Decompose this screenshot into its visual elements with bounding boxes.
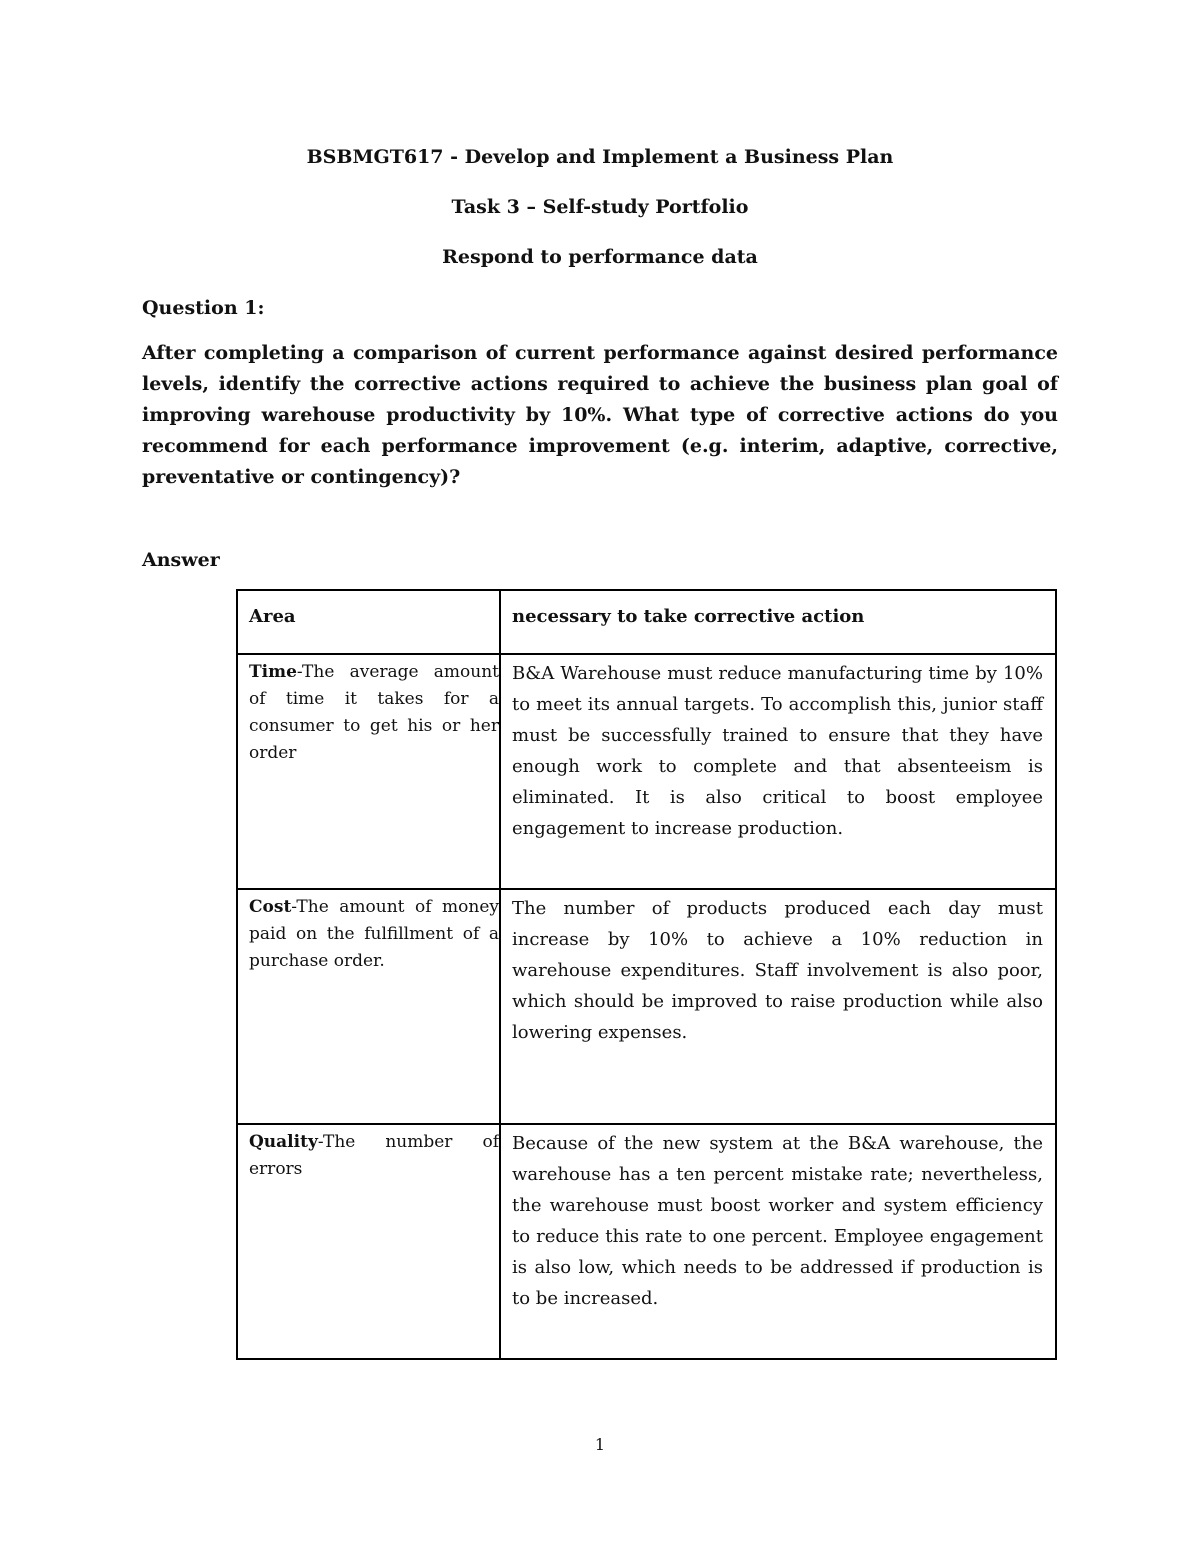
area-name: Quality [249, 1132, 318, 1152]
table-row [237, 889, 1056, 1124]
answer-table [236, 589, 1057, 1360]
area-description: -The amount of money paid on the fulfillment of a purchase order. [249, 897, 499, 971]
table-row [237, 1124, 1056, 1359]
area-cell-quality [237, 1124, 500, 1359]
table-header-row [237, 590, 1056, 654]
area-description: -The average amount of time it takes for a consumer to get his or her order [249, 662, 499, 763]
area-name: Cost [249, 897, 292, 917]
document-title: BSBMGT617 - Develop and Implement a Business Plan [306, 146, 894, 168]
action-cell-quality: Because of the new system at the B&A warehouse, the warehouse has a ten percent mistake rate; nevertheless, the warehouse must boost worker and system efficiency to reduce this rate to one percent. Employee engagement is also low, which needs to be addressed if production is to be increased. [500, 1124, 1056, 1359]
action-cell-time: B&A Warehouse must reduce manufacturing time by 10% to meet its annual targets. To accomplish this, junior staff must be successfully trained to ensure that they have enough work to complete and that absenteeism is eliminated. It is also critical to boost employee engagement to increase production. [500, 654, 1056, 889]
area-name: Time [249, 662, 297, 682]
answer-label: Answer [142, 549, 220, 571]
area-cell-time [237, 654, 500, 889]
header-area: Area [237, 590, 500, 654]
action-cell-cost: The number of products produced each day must increase by 10% to achieve a 10% reduction in warehouse expenditures. Staff involvement is also poor, which should be improved to raise production while also lowering expenses. [500, 889, 1056, 1124]
header-corrective-action: necessary to take corrective action [500, 590, 1056, 654]
section-subtitle: Respond to performance data [442, 246, 758, 268]
area-cell-cost [237, 889, 500, 1124]
page-number: 1 [594, 1435, 606, 1454]
table-row [237, 654, 1056, 889]
question-label: Question 1: [142, 297, 265, 319]
area-description: -The number of errors [249, 1132, 499, 1179]
question-text: After completing a comparison of current performance against desired performance levels, identify the corrective actions required to achieve the business plan goal of improving warehouse productivity by 10%. What type of corrective actions do you recommend for each performance improvement (e.g. interim, adaptive, corrective, preventative or contingency)? [142, 342, 1058, 488]
task-title: Task 3 – Self-study Portfolio [451, 196, 749, 218]
